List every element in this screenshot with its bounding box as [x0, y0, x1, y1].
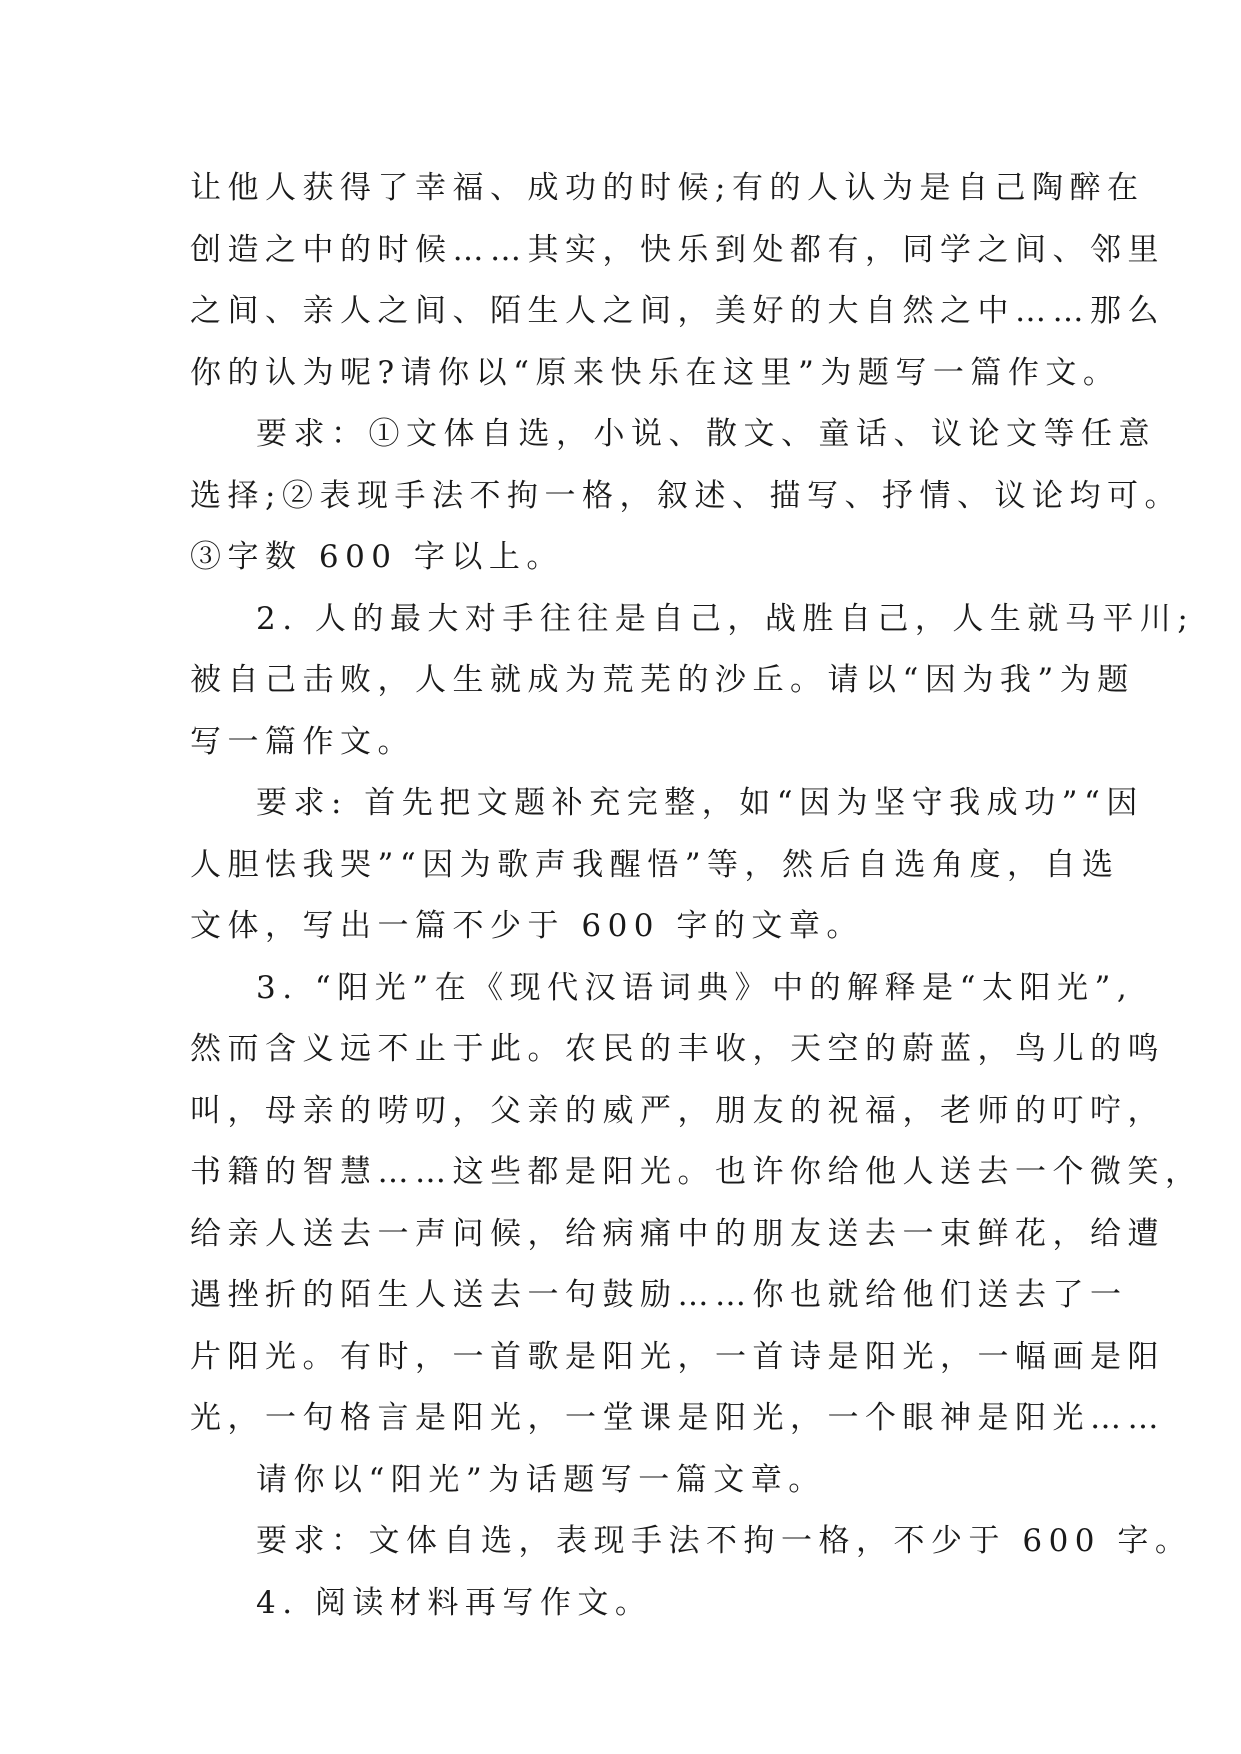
text-line: 光，一句格言是阳光，一堂课是阳光，一个眼神是阳光…… — [190, 1400, 1165, 1436]
text-line: 片阳光。有时，一首歌是阳光，一首诗是阳光，一幅画是阳 — [190, 1338, 1165, 1375]
text-line: 要求：文体自选，表现手法不拘一格，不少于 600 字。 — [256, 1523, 1193, 1559]
text-line: 你的认为呢?请你以“原来快乐在这里”为题写一篇作文。 — [190, 354, 1121, 391]
body-text — [190, 158, 1203, 1634]
text-line: 请你以“阳光”为话题写一篇文章。 — [256, 1461, 826, 1498]
text-line: 然而含义远不止于此。农民的丰收，天空的蔚蓝，鸟儿的鸣 — [190, 1031, 1165, 1067]
text-line: 书籍的智慧……这些都是阳光。也许你给他人送去一个微笑， — [190, 1154, 1203, 1190]
text-line: 2. 人的最大对手往往是自己，战胜自己，人生就马平川; — [256, 600, 1195, 637]
text-line: 遇挫折的陌生人送去一句鼓励……你也就给他们送去了一 — [190, 1277, 1128, 1313]
text-line: 要求: 首先把文题补充完整，如“因为坚守我成功”“因 — [256, 785, 1144, 821]
text-line: 被自己击败，人生就成为荒芜的沙丘。请以“因为我”为题 — [190, 662, 1135, 698]
text-line: 写一篇作文。 — [190, 723, 415, 760]
text-line: 人胆怯我哭”“因为歌声我醒悟”等，然后自选角度，自选 — [190, 846, 1120, 883]
text-line: 之间、亲人之间、陌生人之间，美好的大自然之中……那么 — [190, 293, 1165, 329]
text-line: 给亲人送去一声问候，给病痛中的朋友送去一束鲜花，给遭 — [190, 1215, 1165, 1252]
text-line: 让他人获得了幸福、成功的时候;有的人认为是自己陶醉在 — [190, 170, 1145, 206]
text-line: 创造之中的时候……其实，快乐到处都有，同学之间、邻里 — [190, 231, 1165, 268]
text-line: 选择;②表现手法不拘一格，叙述、描写、抒情、议论均可。 — [190, 477, 1182, 514]
text-line: 叫，母亲的唠叨，父亲的威严，朋友的祝福，老师的叮咛， — [190, 1092, 1165, 1129]
text-line: 3. “阳光”在《现代汉语词典》中的解释是“太阳光”, — [256, 969, 1134, 1006]
text-line: 文体，写出一篇不少于 600 字的文章。 — [190, 908, 864, 944]
text-line: 4. 阅读材料再写作文。 — [256, 1584, 653, 1621]
text-line: 要求：①文体自选，小说、散文、童话、议论文等任意 — [256, 416, 1156, 452]
text-line: ③字数 600 字以上。 — [190, 539, 564, 575]
